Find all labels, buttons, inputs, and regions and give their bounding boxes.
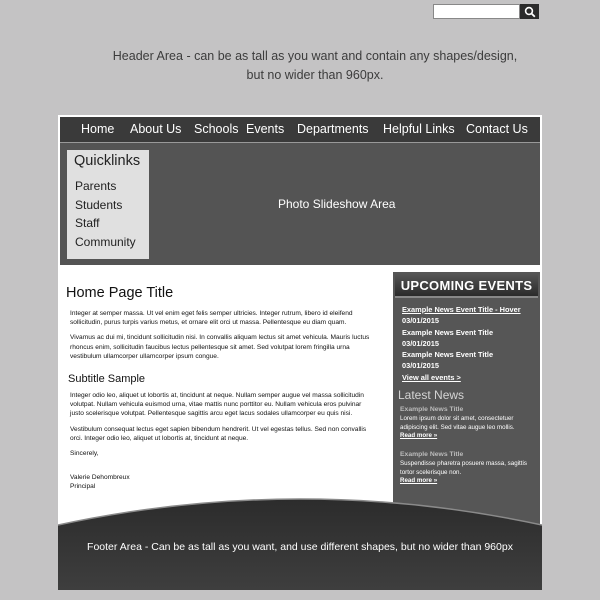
news-title[interactable]: Example News Title [400,451,464,458]
closing: Sincerely, [70,450,99,458]
nav-home[interactable]: Home [81,122,115,136]
paragraph: Integer at semper massa. Ut vel enim eget felis semper ultricies. Integer rutrum, libero id eleifend sollicitudin, purus turpis varius metus, et ornare elit orci ut massa. Pellentesque eu diam quam. [70,310,353,327]
quicklink-community[interactable]: Community [75,234,136,249]
header-note-line2: but no wider than 960px. [246,68,384,82]
news-item [400,451,534,486]
news-body: Lorem ipsum dolor sit amet, consectetuer adipiscing elit. Sed vitae augue leo mollis. [400,414,515,431]
nav-departments[interactable]: Departments [297,122,369,136]
search-box [433,4,539,19]
upcoming-events-header: UPCOMING EVENTS [395,274,538,298]
read-more-link[interactable]: Read more » [400,477,438,485]
quicklinks-title: Quicklinks [74,153,141,169]
nav-contact-us[interactable]: Contact Us [466,122,528,136]
footer-label: Footer Area - Can be as tall as you want, and use different shapes, but no wider than 960px [87,541,513,553]
event-date: 03/01/2015 [402,338,439,348]
quicklink-parents[interactable]: Parents [75,179,117,193]
event-title[interactable]: Example News Event Title [402,350,494,360]
paragraph: Vivamus ac dui mi, tincidunt sollicitudin nisi. In convallis aliquam lectus sit amet vehicula. Mauris luctus rhoncus enim, sollicitudin faucibus lectus pellentesque sit amet. Sed volutpat lorem fringilla urna vestibulum ullamcorper ullamcorper ipsum congue. [70,334,370,360]
signature [70,473,376,491]
events-list [402,304,521,383]
quicklinks-panel [67,150,149,259]
search-button[interactable] [520,4,539,19]
news-item [400,406,534,441]
nav-schools[interactable]: Schools [194,122,239,136]
search-input[interactable] [433,4,520,19]
event-date: 03/01/2015 [402,361,439,371]
nav-helpful-links[interactable]: Helpful Links [383,122,455,136]
search-icon [524,6,536,18]
view-all-events-link[interactable]: View all events > [402,372,461,382]
signature-title: Principal [70,483,96,491]
nav-about-us[interactable]: About Us [130,122,182,136]
signature-name: Valerie Dehombreux [70,474,130,482]
paragraph: Vestibulum consequat lectus eget sapien bibendum hendrerit. Ut vel egestas tellus. Sed non convallis orci. Integer odio leo, aliquet ut lobortis at, tincidunt at neque. [70,425,367,442]
quicklink-staff[interactable]: Staff [75,216,100,230]
page-frame [58,115,542,590]
header-note-line1: Header Area - can be as tall as you want and contain any shapes/design, [112,49,518,63]
main-nav [60,117,540,142]
news-body: Suspendisse pharetra posuere massa, sagittis tortor scelerisque non. [400,459,527,476]
quicklink-students[interactable]: Students [75,197,123,212]
news-title[interactable]: Example News Title [400,406,464,413]
header-note [0,47,600,85]
latest-news-header: Latest News [398,388,465,402]
slideshow-area [60,142,540,265]
slideshow-label: Photo Slideshow Area [278,197,396,211]
subtitle: Subtitle Sample [68,373,146,386]
event-title[interactable]: Example News Event Title [402,327,494,337]
nav-events[interactable]: Events [246,122,285,136]
page-title: Home Page Title [66,285,174,301]
read-more-link[interactable]: Read more » [400,432,438,440]
event-date: 03/01/2015 [402,316,439,326]
paragraph: Integer odio leo, aliquet ut lobortis at, tincidunt at neque. Nullam semper augue vel massa sollicitudin volutpat. Nullam vehicula euismod urna, vitae mattis nunc porttitor eu. Nullam vehicula eros pulvinar justo scelerisque volutpat. Pellentesque sagittis arcu eget lacus sodales ullamcorper eu quis nisi. [70,392,364,418]
main-content [66,285,376,492]
event-title[interactable]: Example News Event Title - Hover [402,305,521,314]
sidebar [393,272,540,524]
